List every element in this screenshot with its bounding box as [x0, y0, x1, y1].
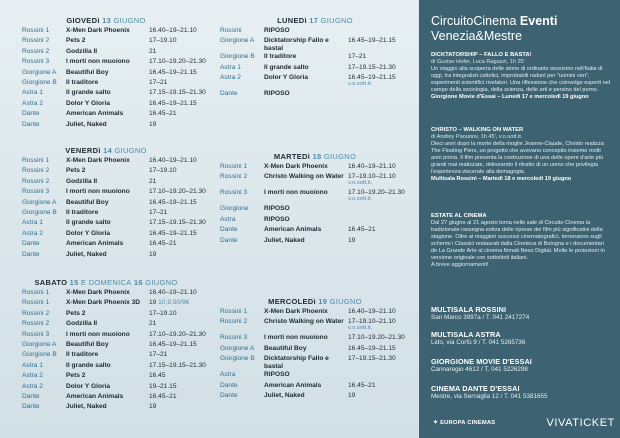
- venue-address: Cannaregio 4612 / T. 041 5226298: [431, 366, 528, 373]
- screen-room: Giorgione: [220, 205, 249, 213]
- screening-row: [0, 177, 212, 187]
- screening-row: [0, 47, 212, 57]
- film-title: Il grande salto: [66, 361, 111, 369]
- venue-address: San Marco 3997a / T. 041 2417274: [431, 314, 530, 321]
- screening-row: [0, 120, 212, 130]
- screen-room: Rossini 3: [220, 334, 248, 342]
- film-title: X-Men Dark Phoenix: [66, 157, 130, 164]
- showtimes: 16.45–19–21.15: [348, 74, 396, 82]
- screening-row: [212, 344, 418, 354]
- section-foot: Multisala Rossini – Martedì 18 e mercoledì 19 giugno: [431, 176, 572, 182]
- film-title: I morti non muoiono: [66, 330, 130, 338]
- showtimes: 17–19.10: [149, 37, 177, 45]
- day-block-friday: [0, 146, 212, 260]
- day-block-thursday: [0, 16, 212, 130]
- showtimes: 17.10–19.20–21.30: [348, 334, 405, 342]
- screen-room: Astra 2: [22, 229, 43, 237]
- film-title: Il traditore: [66, 351, 99, 359]
- screen-room: Giorgione A: [22, 68, 57, 76]
- screening-row: [0, 288, 212, 298]
- screen-room: Rossini 2: [22, 177, 50, 185]
- screen-room: Giorgione B: [22, 351, 57, 359]
- section-body: Dieci anni dopo la morte della moglie Jeanne-Claude, Christo realizza The Floating Piers, un progetto che avevano concepito insieme molti anni prima. Il film presenta la costruzione di una delle opere d'arte più grandi mai realizzate, delineando il ritratto di un uomo che privilegia l'esperienza viscerale alla demagogia.: [431, 141, 604, 175]
- venue-name: MULTISALA ROSSINI: [431, 305, 507, 314]
- screen-room: Astra 2: [22, 382, 43, 390]
- schedule-column-middle: [212, 0, 418, 438]
- section-body: Un viaggio alla scoperta delle storie di ordinario sessismo nell'Italia di oggi, tra integralisti cattolici, improbabili radunI per "uomini veri", esperimenti scientifici rivelatori. Una riflessione che coinvolge esperti nel campo della sociologia, della scienza, delle arti e persino del porno.: [431, 66, 611, 93]
- screening-row: [0, 298, 212, 308]
- film-title: Il grande salto: [264, 63, 309, 71]
- showtimes: 17–21: [149, 351, 168, 359]
- film-title: X-Men Dark Phoenix 3D: [66, 299, 141, 307]
- section-foot: Giorgione Movie d'Essai – Lunedì 17 e mercoledì 19 giugno: [431, 94, 589, 100]
- film-title: Pets 2: [66, 37, 86, 45]
- showtimes: 19: [348, 236, 356, 244]
- showtimes: 16.45–21: [149, 392, 177, 400]
- showtimes: 17.10–19.20–21.30: [149, 188, 206, 196]
- film-title: Christo Walking on Water: [264, 317, 344, 325]
- film-title: Juliet, Naked: [66, 250, 107, 258]
- section-heading: CHRISTO – WALKING ON WATER: [431, 127, 524, 133]
- screen-room: Rossini 1: [22, 289, 50, 296]
- screen-room: Giorgione A: [220, 344, 255, 352]
- film-title: RIPOSO: [264, 27, 290, 34]
- venue-astra: [431, 330, 611, 347]
- screening-row: [0, 229, 212, 239]
- screen-room: Giorgione B: [220, 53, 255, 61]
- screening-row: [0, 78, 212, 88]
- screening-row: [0, 57, 212, 67]
- film-title: American Animals: [66, 110, 124, 118]
- screening-row: [0, 371, 212, 381]
- screening-row: [0, 382, 212, 392]
- film-title: RIPOSO: [264, 205, 290, 213]
- screen-room: Dante: [220, 391, 238, 399]
- venue-rossini: [431, 305, 611, 322]
- film-title: Juliet, Naked: [264, 236, 305, 244]
- screen-room: Astra 2: [22, 99, 43, 107]
- film-title: X-Men Dark Phoenix: [66, 27, 130, 34]
- screening-row: [212, 307, 418, 317]
- screen-room: Dante: [22, 110, 40, 118]
- showtimes: 21: [149, 47, 157, 55]
- screen-room: Dante: [22, 403, 40, 411]
- screening-row: [0, 402, 212, 412]
- screen-room: Dante: [220, 226, 238, 234]
- section-christo: [431, 127, 611, 183]
- showtimes: 16.45–19–21.15: [149, 229, 197, 237]
- showtimes: 16.40–19–21.10: [348, 163, 396, 170]
- price-note: 10,9.50/9€: [156, 299, 190, 307]
- screen-room: Rossini 2: [220, 318, 248, 326]
- screen-room: Astra 1: [22, 219, 43, 227]
- screen-room: Dante: [22, 392, 40, 400]
- day-title: MARTEDì 18 GIUGNO: [273, 152, 357, 161]
- showtimes: 19: [149, 250, 157, 258]
- section-meta: di Andrey Paounov, 1h 45', v.o.sott.it.: [431, 134, 523, 140]
- showtimes: 16.45–19–21.15: [149, 68, 197, 76]
- screen-room: Rossini 2: [220, 173, 248, 181]
- subtitle-note: v.o.sott.it.: [348, 196, 373, 203]
- screening-row: [0, 239, 212, 249]
- showtimes: 17–19.10–21.10: [348, 318, 396, 326]
- film-title: American Animals: [264, 381, 322, 389]
- film-title: Dolor Y Gloria: [264, 73, 309, 81]
- screening-row: [212, 52, 418, 62]
- section-dicktatorship: [431, 52, 611, 101]
- film-title: X-Men Dark Phoenix: [264, 163, 328, 170]
- day-title: MERCOLEDì 19 GIUGNO: [268, 297, 362, 306]
- film-title: Il traditore: [66, 78, 99, 86]
- showtimes: 16.45–19–21.15: [149, 340, 197, 348]
- sponsor-logos: [431, 418, 615, 434]
- screen-room: Astra 2: [22, 372, 43, 380]
- showtimes: 19 10,9.50/9€: [149, 299, 190, 307]
- showtimes: 19: [149, 403, 157, 411]
- showtimes: 17.10–19.20–21.30: [149, 330, 206, 338]
- venue-giorgione: [431, 357, 611, 374]
- screen-room: Dante: [22, 120, 40, 128]
- venue-dante: [431, 384, 611, 401]
- film-title: I morti non muoiono: [264, 188, 328, 196]
- venue-address: Mestre, via Sernaglia 12 / T. 041 5381655: [431, 393, 548, 400]
- day-title: LUNEDì 17 GIUGNO: [277, 16, 353, 25]
- showtimes: 17–21: [348, 53, 367, 61]
- subtitle-note: v.o.sott.it.: [348, 81, 373, 88]
- showtimes: 16.40–19–21.10: [149, 157, 197, 164]
- screen-room: Rossini: [220, 27, 242, 34]
- film-title: Pets 2: [66, 167, 86, 175]
- section-heading: DICKTATORSHIP – FALLO E BASTA!: [431, 52, 532, 58]
- film-title: RIPOSO: [264, 90, 290, 98]
- day-title: VENERDì 14 GIUGNO: [65, 146, 147, 155]
- film-title: Beautiful Boy: [264, 344, 307, 352]
- film-title: I morti non muoiono: [264, 334, 328, 342]
- screen-room: Giorgione A: [220, 37, 255, 45]
- brand-city: Venezia&Mestre: [431, 29, 523, 43]
- film-title: RIPOSO: [264, 371, 290, 379]
- showtimes: 17.15–19.15–21.30: [149, 89, 206, 97]
- film-title: Il traditore: [264, 53, 297, 61]
- screen-room: Rossini 2: [22, 167, 50, 175]
- screening-row: [0, 218, 212, 228]
- screen-room: Astra 2: [220, 74, 241, 82]
- showtimes: 16.45–19–21.15: [348, 37, 396, 45]
- showtimes: 16.45–19–21.15: [149, 198, 197, 206]
- screening-row: [0, 350, 212, 360]
- showtimes: 17–19.15–21.30: [348, 355, 396, 363]
- film-title: American Animals: [264, 226, 322, 234]
- screen-room: Giorgione B: [220, 355, 255, 363]
- film-title: Dolor Y Gloria: [66, 99, 111, 107]
- screening-row: [212, 225, 418, 235]
- showtimes: 16.45–21: [348, 226, 376, 234]
- subtitle-note: v.o.sott.it.: [348, 325, 373, 332]
- screen-room: Dante: [22, 240, 40, 248]
- film-title: Juliet, Naked: [66, 120, 107, 128]
- film-title: Godzilla II: [66, 47, 98, 55]
- film-title: Christo Walking on Water: [264, 172, 344, 180]
- screen-room: Astra 1: [22, 361, 43, 369]
- section-foot-note: A breve aggiornamenti!: [431, 262, 489, 268]
- screening-row: [0, 26, 212, 36]
- screen-room: Rossini 1: [220, 308, 248, 315]
- film-title: X-Men Dark Phoenix: [66, 289, 130, 296]
- showtimes: 17–19.10: [149, 309, 177, 317]
- film-title: Dolor Y Gloria: [66, 382, 111, 390]
- screen-room: Dante: [220, 381, 238, 389]
- day-block-weekend: [0, 278, 212, 413]
- info-column: [419, 0, 620, 438]
- showtimes: 17–19.10–21.10: [348, 173, 396, 181]
- showtimes: 17–21: [149, 78, 168, 86]
- screening-row: [212, 370, 418, 380]
- screen-room: Astra 1: [22, 89, 43, 97]
- subtitle-note: v.o.sott.it.: [348, 180, 373, 187]
- screening-row: [0, 99, 212, 109]
- screen-room: Rossini 3: [220, 189, 248, 197]
- screening-row: [0, 250, 212, 260]
- screening-row: [0, 156, 212, 166]
- screening-row: [0, 361, 212, 371]
- showtimes: 16.45–19–21.15: [348, 344, 396, 352]
- film-title: Beautiful Boy: [66, 340, 109, 348]
- brand-eventi: Eventi: [519, 14, 558, 28]
- venue-name: CINEMA DANTE D'ESSAI: [431, 384, 520, 393]
- film-title: I morti non muoiono: [66, 58, 130, 66]
- showtimes: 19: [149, 120, 157, 128]
- screening-row: [212, 26, 418, 36]
- screen-room: Rossini 2: [22, 320, 50, 328]
- showtimes: 16.40–19–21.10: [348, 308, 396, 315]
- showtimes: 16.45–21: [149, 110, 177, 118]
- showtimes: 16.45–21: [149, 240, 177, 248]
- film-title: American Animals: [66, 240, 124, 248]
- film-title: Godzilla II: [66, 177, 98, 185]
- screen-room: Giorgione B: [22, 208, 57, 216]
- film-title: Dicktatorship Fallo e bastal: [264, 36, 329, 52]
- screening-row: [212, 333, 418, 343]
- screen-room: Rossini 1: [22, 27, 50, 34]
- screening-row: [212, 63, 418, 73]
- screening-row: [0, 330, 212, 340]
- screen-room: Rossini 3: [22, 330, 50, 338]
- screen-room: Astra: [220, 371, 236, 379]
- screen-room: Rossini 3: [22, 58, 50, 66]
- screen-room: Rossini 1: [22, 299, 50, 307]
- screen-room: Dante: [22, 250, 40, 258]
- screening-row: [0, 340, 212, 350]
- showtimes: 16.45–21: [348, 381, 376, 389]
- showtimes: 16.45–19–21.15: [149, 99, 197, 107]
- venue-name: MULTISALA ASTRA: [431, 330, 501, 339]
- screen-room: Giorgione A: [22, 198, 57, 206]
- screening-row: [0, 392, 212, 402]
- screen-room: Rossini 1: [22, 157, 50, 164]
- film-title: Dolor Y Gloria: [66, 229, 111, 237]
- screening-row: [0, 166, 212, 176]
- screening-row: [212, 391, 418, 401]
- showtimes: 17.15–19.15–21.30: [149, 361, 206, 369]
- screen-room: Rossini 3: [22, 188, 50, 196]
- day-title: SABATO 15 E DOMENICA 16 GIUGNO: [34, 278, 178, 287]
- film-title: Dicktatorship Fallo e bastal: [264, 354, 329, 370]
- showtimes: 16.40–19–21.10: [149, 27, 197, 34]
- film-title: I morti non muoiono: [66, 188, 130, 196]
- film-title: American Animals: [66, 392, 124, 400]
- screening-row: [212, 317, 418, 333]
- showtimes: 21: [149, 177, 157, 185]
- screening-row: [212, 236, 418, 246]
- film-title: Beautiful Boy: [66, 68, 109, 76]
- showtimes: 21: [149, 320, 157, 328]
- screening-row: [0, 109, 212, 119]
- screening-row: [212, 215, 418, 225]
- venue-address: Lido, via Corfù 9 / T. 041 5265736: [431, 339, 526, 346]
- showtimes: 17–19.15–21.30: [348, 63, 396, 71]
- showtimes: 17.15–19.15–21.30: [149, 219, 206, 227]
- screening-row: [0, 208, 212, 218]
- screening-row: [212, 354, 418, 370]
- screen-room: Rossini 2: [22, 47, 50, 55]
- film-title: Il grande salto: [66, 219, 111, 227]
- film-title: Pets 2: [66, 309, 86, 317]
- film-title: Godzilla II: [66, 320, 98, 328]
- showtimes: 17.10–19.20–21.30: [149, 58, 206, 66]
- vivaticket-logo: VIVATICKET: [546, 417, 615, 429]
- showtimes: 16.40–19–21.10: [149, 289, 197, 296]
- film-title: Il grande salto: [66, 89, 111, 97]
- screen-room: Astra 1: [220, 63, 241, 71]
- showtimes: 17–21: [149, 208, 168, 216]
- day-block-wednesday: [212, 297, 418, 401]
- europa-cinemas-logo: ✦ EUROPA CINEMAS: [433, 420, 496, 426]
- screening-row: [0, 68, 212, 78]
- screening-row: [212, 89, 418, 99]
- screen-room: Rossini 2: [22, 309, 50, 317]
- screen-room: Giorgione B: [22, 78, 57, 86]
- showtimes: 17–19.10: [149, 167, 177, 175]
- screening-row: [0, 187, 212, 197]
- film-title: X-Men Dark Phoenix: [264, 308, 328, 315]
- section-body: Dal 27 giugno al 21 agosto torna nelle sale di Circuito Cinema la tradizionale rassegna estiva delle riprese dei film più significativi della stagione. Oltre ai maggiori successi cinematografici, torneranno sugli schermi i Classici restaurati dalla Cineteca di Bologna e i documentari de La Grande Arte al cinema firmati Nexo Digital. Molte le proiezioni in versione originale con sottotitoli italiani.: [431, 220, 605, 261]
- film-title: Juliet, Naked: [264, 391, 305, 399]
- screen-room: Dante: [220, 236, 238, 244]
- film-title: RIPOSO: [264, 215, 290, 223]
- screening-row: [212, 188, 418, 204]
- film-title: Beautiful Boy: [66, 198, 109, 206]
- showtimes: 16.45: [149, 372, 166, 380]
- section-estate: [431, 213, 611, 269]
- star-icon: ✦: [433, 420, 439, 426]
- screening-row: [212, 73, 418, 89]
- screening-row: [0, 36, 212, 46]
- screening-row: [212, 172, 418, 188]
- showtimes: 19–21.15: [149, 382, 177, 390]
- screening-row: [0, 198, 212, 208]
- screen-room: Astra: [220, 215, 236, 223]
- screening-row: [212, 204, 418, 214]
- schedule-column-left: [0, 0, 212, 438]
- screen-room: Rossini 2: [22, 37, 50, 45]
- day-block-tuesday: [212, 152, 418, 246]
- section-meta: di Gustav Hofer, Luca Ragazzi, 1h 25': [431, 59, 525, 65]
- day-block-monday: [212, 16, 418, 100]
- screening-row: [212, 36, 418, 52]
- screen-room: Rossini 1: [220, 163, 248, 170]
- screening-row: [0, 319, 212, 329]
- screening-row: [0, 309, 212, 319]
- screen-room: Giorgione A: [22, 340, 57, 348]
- film-title: Pets 2: [66, 372, 86, 380]
- screen-room: Dante: [220, 90, 238, 98]
- section-heading: ESTATE AL CINEMA: [431, 213, 487, 219]
- day-title: GIOVEDì 13 GIUGNO: [66, 16, 146, 25]
- brand-title: [431, 14, 557, 44]
- venue-name: GIORGIONE MOVIE D'ESSAI: [431, 357, 532, 366]
- screening-row: [212, 381, 418, 391]
- film-title: Juliet, Naked: [66, 403, 107, 411]
- screening-row: [0, 88, 212, 98]
- showtimes: 17.10–19.20–21.30: [348, 189, 405, 197]
- showtimes: 19: [348, 391, 356, 399]
- brand-name: CircuitoCinema: [431, 14, 520, 28]
- film-title: Il traditore: [66, 208, 99, 216]
- screening-row: [212, 162, 418, 172]
